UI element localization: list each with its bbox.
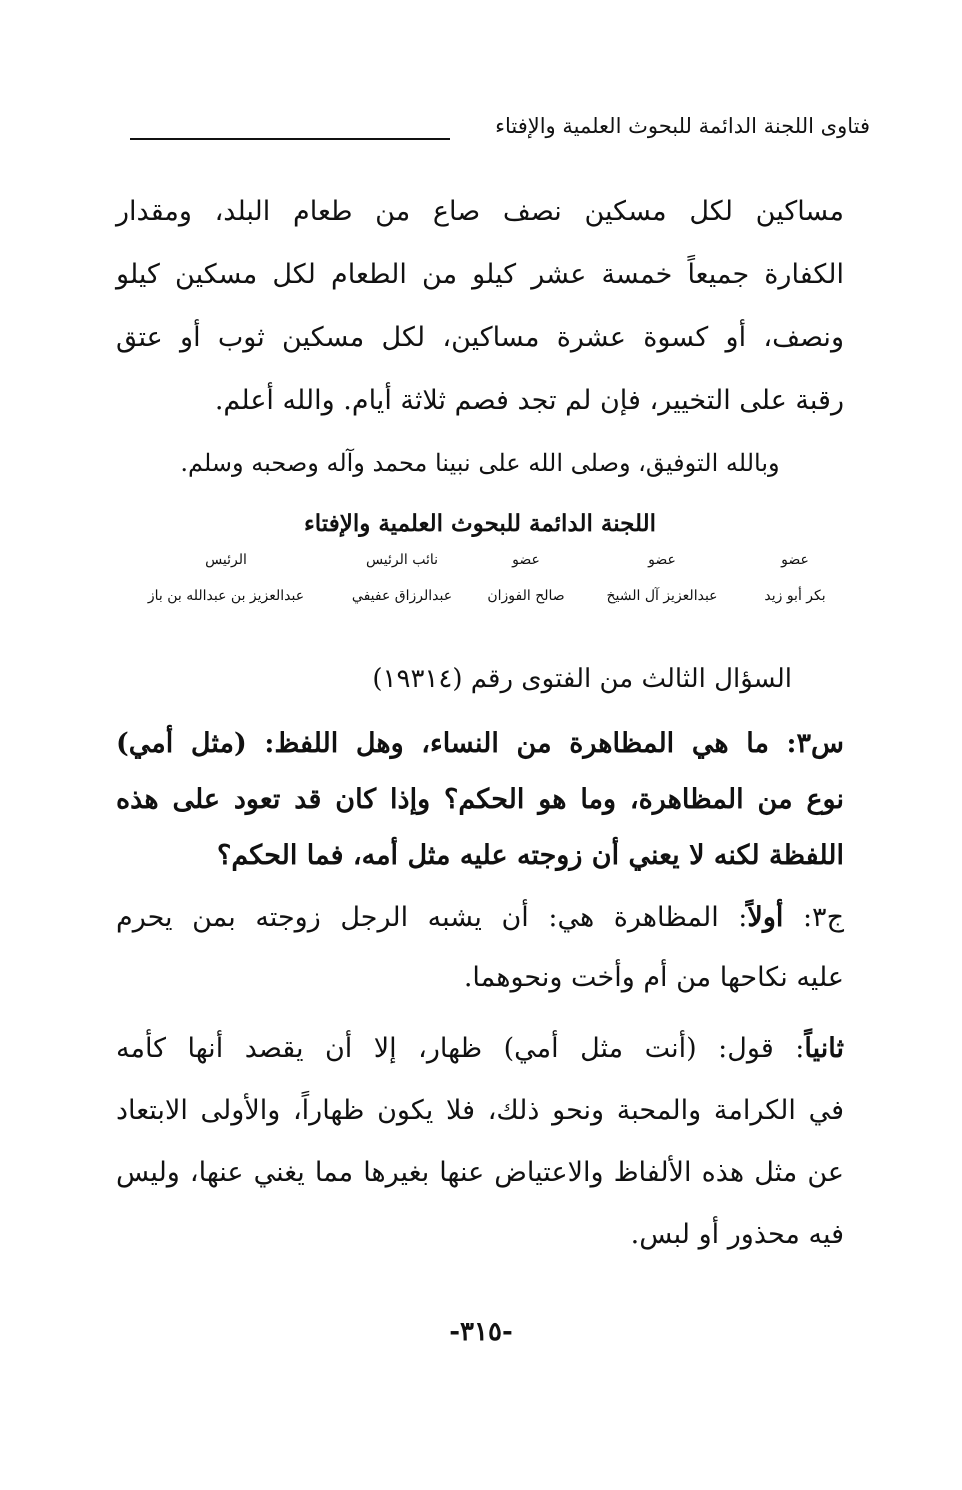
- answer-line: [116, 888, 844, 948]
- answer-line: [116, 1018, 844, 1080]
- answer-line: فيه محذور أو لبس.: [630, 1219, 844, 1250]
- answer-prefix: ج٣:: [783, 902, 844, 933]
- member-entry: [586, 548, 738, 620]
- member-entry: [338, 548, 466, 620]
- question-line: اللفظة لكنه لا يعني أن زوجته عليه مثل أمه، فما الحكم؟: [216, 840, 844, 871]
- running-header: [130, 112, 870, 152]
- member-role: الرئيس: [205, 552, 247, 568]
- answer-part-two: [116, 1018, 844, 1266]
- question-reference: السؤال الثالث من الفتوى رقم (١٩٣١٤): [372, 664, 792, 694]
- answer-lead: أولاً: [747, 902, 784, 933]
- closing-formula: وبالله التوفيق، وصلى الله على نبينا محمد وآله وصحبه وسلم.: [180, 449, 780, 477]
- paragraph-line: ونصف، أو كسوة عشرة مساكين، لكل مسكين ثوب أو عتق: [116, 322, 844, 353]
- question-line: س٣: ما هي المظاهرة من النساء، وهل اللفظ: (مثل أمي): [116, 728, 844, 759]
- answer-lead: ثانياً: [804, 1033, 844, 1064]
- member-role: عضو: [512, 552, 540, 568]
- answer-line: عن مثل هذه الألفاظ والاعتياض عنها بغيرها مما يغني عنها، وليس: [116, 1157, 844, 1188]
- member-name: صالح الفوزان: [487, 588, 565, 604]
- answer-line: عليه نكاحها من أم وأخت ونحوهما.: [463, 962, 844, 993]
- member-name: عبدالعزيز بن عبدالله بن باز: [147, 588, 305, 604]
- member-role: عضو: [781, 552, 809, 568]
- member-entry: [474, 548, 578, 620]
- answer-text: : المظاهرة هي: أن يشبه الرجل زوجته بمن يحرم: [116, 902, 748, 933]
- member-role: نائب الرئيس: [365, 552, 439, 568]
- running-title: فتاوى اللجنة الدائمة للبحوث العلمية والإفتاء: [495, 114, 870, 138]
- ruling-paragraph: [116, 180, 844, 432]
- header-rule: [130, 138, 450, 140]
- member-name: عبدالعزيز آل الشيخ: [606, 588, 718, 604]
- member-entry: [746, 548, 844, 620]
- paragraph-line: الكفارة جميعاً خمسة عشر كيلو من الطعام لكل مسكين كيلو: [116, 259, 844, 290]
- answer-part-one: [116, 888, 844, 1008]
- member-entry: [120, 548, 332, 620]
- question-line: نوع من المظاهرة، وما هو الحكم؟ وإذا كان قد تعود على هذه: [116, 784, 844, 815]
- member-name: بكر أبو زيد: [764, 588, 826, 604]
- committee-members: [116, 548, 844, 628]
- page-number: -٣١٥-: [449, 1317, 513, 1347]
- paragraph-line: مساكين لكل مسكين نصف صاع من طعام البلد، ومقدار: [116, 196, 844, 227]
- answer-text: : قول: (أنت مثل أمي) ظهار، إلا أن يقصد أنها كأمه: [116, 1033, 805, 1064]
- member-role: عضو: [648, 552, 676, 568]
- committee-title: اللجنة الدائمة للبحوث العلمية والإفتاء: [303, 510, 657, 537]
- member-name: عبدالرزاق عفيفي: [351, 588, 453, 604]
- paragraph-line: رقبة على التخيير، فإن لم تجد فصم ثلاثة أيام. والله أعلم.: [214, 385, 844, 416]
- answer-line: في الكرامة والمحبة ونحو ذلك، فلا يكون ظهاراً، والأولى الابتعاد: [116, 1095, 844, 1126]
- question-text: [116, 716, 844, 884]
